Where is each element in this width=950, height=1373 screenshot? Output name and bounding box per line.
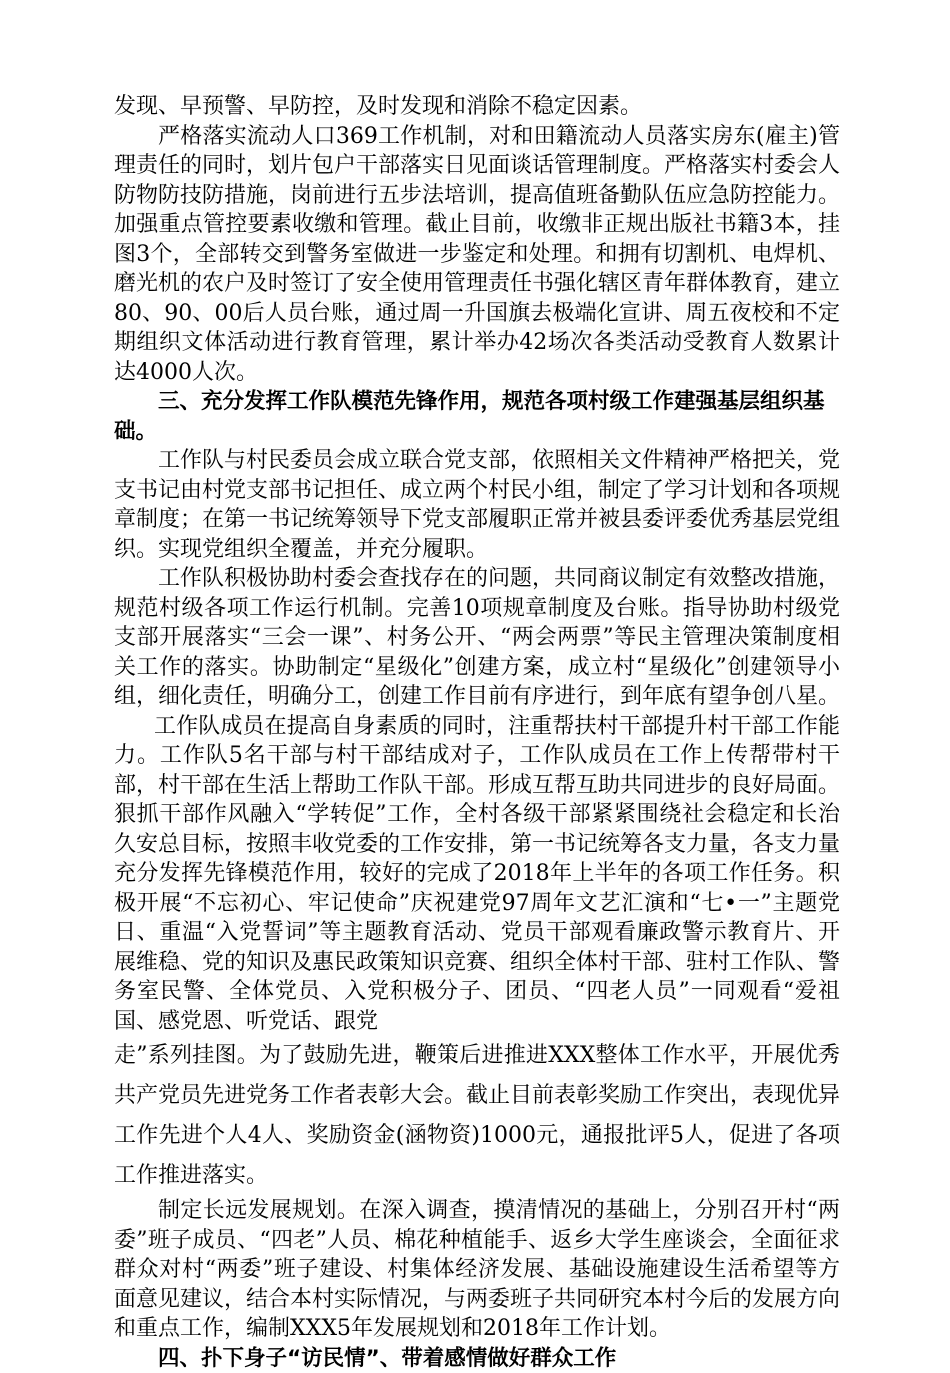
- document-page: [114, 92, 840, 1373]
- paragraph-party-branch: 工作队与村民委员会成立联合党支部，依照相关文件精神严格把关，党支书记由村党支部书记担任、成立两个村民小组，制定了学习计划和各项规章制度；在第一书记统筹领导下党支部履职正常并被县委评委优秀基层党组织。实现党组织全覆盖，并充分履职。: [114, 446, 840, 564]
- paragraph-team-members: 工作队成员在提高自身素质的同时，注重帮扶村干部提升村干部工作能力。工作队5名干部与村干部结成对子，工作队成员在工作上传帮带村干部，村干部在生活上帮助工作队干部。形成互帮互助共同进步的良好局面。狠抓干部作风融入“学转促”工作，全村各级干部紧紧围绕社会稳定和长治久安总目标，按照丰收党委的工作安排，第一书记统筹各支力量，各支力量充分发挥先锋模范作用，较好的完成了2018年上半年的各项工作任务。积极开展“不忘初心、牢记使命”庆祝建党97周年文艺汇演和“七•一”主题党日、重温“入党誓词”等主题教育活动、党员干部观看廉政警示教育片、开展维稳、党的知识及惠民政策知识竞赛、组织全体村干部、驻村工作队、警务室民警、全体党员、入党积极分子、团员、“四老人员”一同观看“爱祖国、感党恩、听党话、跟党: [114, 712, 840, 1037]
- paragraph-development-plan: 制定长远发展规划。在深入调查，摸清情况的基础上，分别召开村“两委”班子成员、“四老”人员、棉花种植能手、返乡大学生座谈会，全面征求群众对村“两委”班子建设、村集体经济发展、基础设施建设生活希望等方面意见建议，结合本村实际情况，与两委班子共同研究本村今后的发展方向和重点工作，编制XXX5年发展规划和2018年工作计划。: [114, 1196, 840, 1344]
- paragraph-commendation: 走”系列挂图。为了鼓励先进，鞭策后进推进XXX整体工作水平，开展优秀共产党员先进党务工作者表彰大会。截止目前表彰奖励工作突出，表现优异工作先进个人4人、奖励资金(涵物资)1000元，通报批评5人，促进了各项工作推进落实。: [114, 1036, 840, 1196]
- section-heading-3: 三、充分发挥工作队模范先锋作用，规范各项村级工作建强基层组织基础。: [114, 387, 840, 446]
- paragraph-floating-population: 严格落实流动人口369工作机制，对和田籍流动人员落实房东(雇主)管理责任的同时，划片包户干部落实日见面谈话管理制度。严格落实村委会人防物防技防措施，岗前进行五步法培训，提高值班备勤队伍应急防控能力。加强重点管控要素收缴和管理。截止目前，收缴非正规出版社书籍3本，挂图3个，全部转交到警务室做进一步鉴定和处理。和拥有切割机、电焊机、磨光机的农户及时签订了安全使用管理责任书强化辖区青年群体教育，建立80、90、00后人员台账，通过周一升国旗去极端化宣讲、周五夜校和不定期组织文体活动进行教育管理，累计举办42场次各类活动受教育人数累计达4000人次。: [114, 122, 840, 388]
- paragraph-village-committee: 工作队积极协助村委会查找存在的问题，共同商议制定有效整改措施，规范村级各项工作运行机制。完善10项规章制度及台账。指导协助村级党支部开展落实“三会一课”、村务公开、“两会两票”等民主管理决策制度相关工作的落实。协助制定“星级化”创建方案，成立村“星级化”创建领导小组，细化责任，明确分工，创建工作目前有序进行，到年底有望争创八星。: [114, 564, 840, 712]
- section-heading-4: 四、扑下身子“访民情”、带着感情做好群众工作: [114, 1344, 840, 1373]
- paragraph-continuation: 发现、早预警、早防控，及时发现和消除不稳定因素。: [114, 92, 840, 122]
